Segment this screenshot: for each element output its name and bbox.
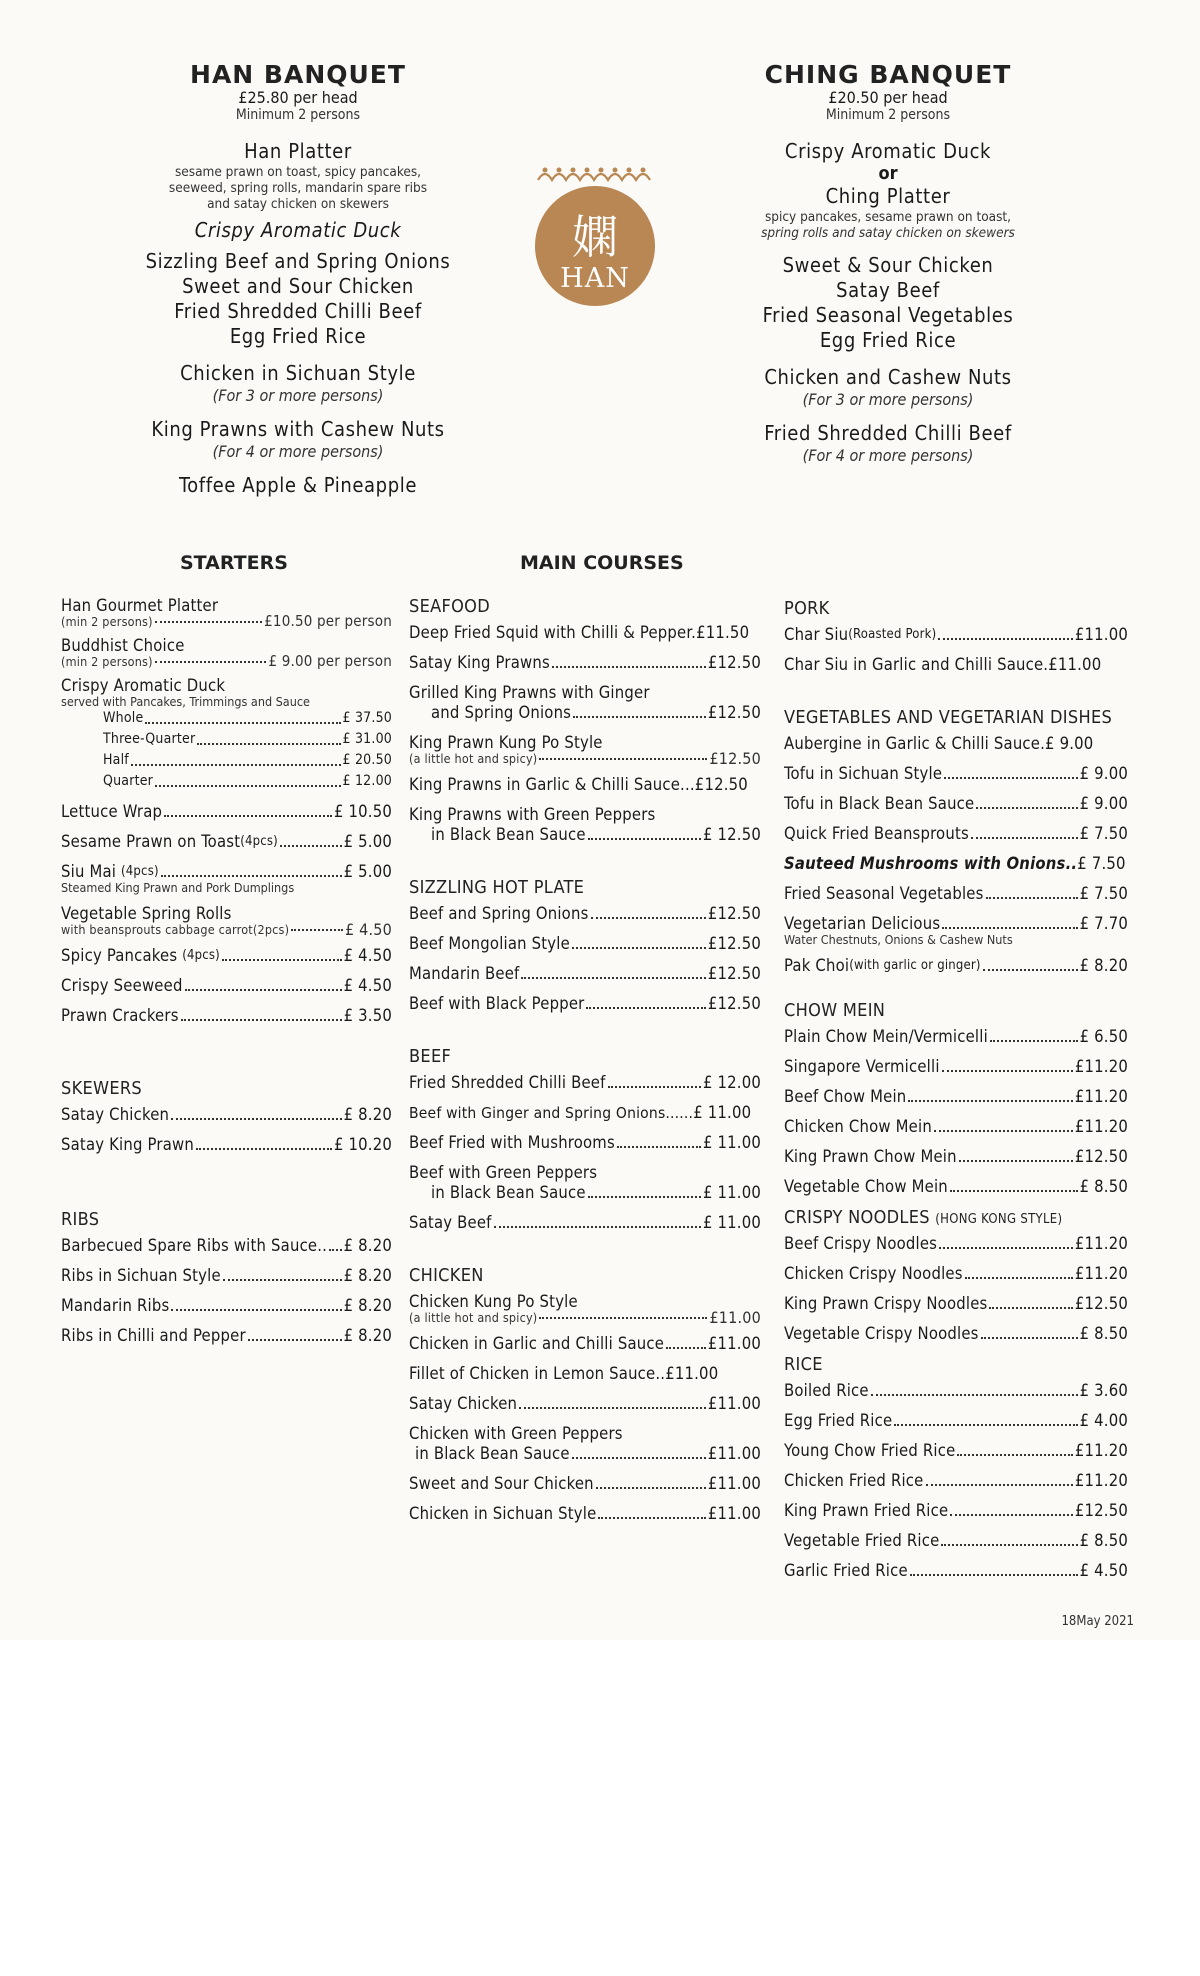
item-price: £ 3.60	[1079, 1381, 1128, 1400]
item-name: Sauteed Mushrooms with Onions..	[784, 854, 1078, 873]
item-name: Chicken Kung Po Style	[409, 1292, 578, 1311]
han-main-1: Sizzling Beef and Spring Onions	[145, 249, 451, 273]
item-name: King Prawn Chow Mein	[784, 1147, 957, 1166]
list-item	[784, 1057, 1128, 1077]
han-extra-2: King Prawns with Cashew Nuts	[151, 417, 445, 441]
chicken-title: CHICKEN	[409, 1265, 484, 1286]
item-price: £ 8.20	[343, 1236, 392, 1255]
list-item	[784, 824, 1128, 844]
item-name: Tofu in Sichuan Style	[784, 764, 943, 783]
item-price: £ 8.50	[1079, 1177, 1128, 1196]
list-item	[409, 733, 761, 768]
item-name: Mandarin Ribs	[61, 1296, 170, 1315]
item-name-cont: in Black Bean Sauce	[415, 1444, 570, 1463]
list-item	[61, 946, 392, 966]
item-name: Ribs in Sichuan Style	[61, 1266, 221, 1285]
item-price: £11.00	[707, 1474, 761, 1493]
logo-text: HAN	[560, 263, 630, 294]
list-item	[784, 1531, 1128, 1551]
han-banquet-price: £25.80 per head	[238, 88, 358, 107]
item-price: £ 37.50	[342, 710, 392, 726]
item-name: Satay Chicken	[61, 1105, 170, 1124]
ching-duck: Crispy Aromatic Duck	[784, 139, 992, 163]
ching-main-2: Satay Beef	[836, 278, 940, 302]
item-price: £11.50	[696, 623, 750, 642]
list-item	[784, 884, 1128, 904]
item-name: Chicken Crispy Noodles	[784, 1264, 963, 1283]
item-price: £ 11.00	[702, 1213, 761, 1232]
sizzling-title: SIZZLING HOT PLATE	[409, 877, 585, 898]
item-sub: (min 2 persons)	[61, 654, 153, 669]
main-courses-column	[409, 596, 761, 1534]
item-name: Singapore Vermicelli	[784, 1057, 940, 1076]
list-item	[784, 956, 1128, 976]
item-name: Char Siu	[784, 625, 849, 644]
list-item	[409, 1474, 761, 1494]
han-platter-desc-2: seeweed, spring rolls, mandarin spare ribs	[168, 180, 428, 196]
item-price: £ 4.50	[345, 920, 392, 939]
item-price: £ 11.00	[702, 1133, 761, 1152]
list-item	[61, 1296, 392, 1316]
main-courses-heading: MAIN COURSES	[520, 552, 684, 574]
list-item	[784, 655, 1128, 675]
item-price: £ 7.50	[1079, 824, 1128, 843]
item-name: Satay Beef	[409, 1213, 492, 1232]
item-name: Beef Mongolian Style	[409, 934, 570, 953]
list-item	[61, 1236, 392, 1256]
item-name: Three-Quarter	[103, 731, 196, 747]
item-price: £11.20	[1074, 1234, 1128, 1253]
item-price: £ 20.50	[342, 752, 392, 768]
item-price: £ 9.00 per person	[268, 652, 392, 670]
item-price: £11.00	[707, 1394, 761, 1413]
item-price: £11.00	[1048, 655, 1102, 674]
item-price: £12.50	[707, 904, 761, 923]
list-item	[61, 862, 392, 894]
item-name: Char Siu in Garlic and Chilli Sauce.	[784, 655, 1049, 674]
list-item	[61, 976, 392, 996]
item-name: Young Chow Fried Rice	[784, 1441, 956, 1460]
item-price: £11.00	[709, 1308, 761, 1327]
item-price: £11.20	[1074, 1057, 1128, 1076]
list-item	[784, 625, 1128, 645]
item-price: £11.00	[707, 1504, 761, 1523]
item-price: £ 7.50	[1079, 884, 1128, 903]
list-item	[61, 676, 392, 792]
list-item	[61, 904, 392, 939]
list-item	[409, 1213, 761, 1233]
item-price: £ 4.50	[343, 976, 392, 995]
list-item	[784, 1294, 1128, 1314]
item-price: £ 11.00	[693, 1103, 752, 1122]
item-name: Beef Chow Mein	[784, 1087, 907, 1106]
list-item	[61, 596, 392, 628]
chow-mein-title: CHOW MEIN	[784, 1000, 886, 1021]
item-name: Chicken with Green Peppers	[409, 1424, 623, 1443]
item-price: £11.00	[707, 1334, 761, 1353]
ching-extra-1-note: (For 3 or more persons)	[802, 390, 974, 409]
item-price: £ 12.00	[702, 1073, 761, 1092]
item-name: King Prawns in Garlic & Chilli Sauce...	[409, 775, 695, 794]
item-price: £12.50	[709, 749, 761, 768]
item-name: Spicy Pancakes	[61, 946, 178, 965]
list-item	[409, 934, 761, 954]
item-name: Aubergine in Garlic & Chilli Sauce.	[784, 734, 1046, 753]
item-price: £11.20	[1074, 1117, 1128, 1136]
item-name: Garlic Fried Rice	[784, 1561, 908, 1580]
item-price: £11.00	[665, 1364, 719, 1383]
list-item	[784, 1501, 1128, 1521]
item-sub: (min 2 persons)	[61, 614, 153, 629]
item-name: Siu Mai	[61, 862, 117, 881]
ching-platter-desc-1: spicy pancakes, sesame prawn on toast,	[764, 209, 1012, 225]
ching-extra-2-note: (For 4 or more persons)	[802, 446, 974, 465]
item-price: £12.50	[694, 775, 748, 794]
item-name: Vegetable Crispy Noodles	[784, 1324, 979, 1343]
item-price: £ 4.50	[1079, 1561, 1128, 1580]
item-name: Fried Shredded Chilli Beef	[409, 1073, 606, 1092]
item-price: £ 4.50	[343, 946, 392, 965]
item-name: Beef with Ginger and Spring Onions......	[409, 1104, 694, 1122]
item-name: King Prawn Fried Rice	[784, 1501, 949, 1520]
han-logo	[530, 160, 660, 310]
item-name: Vegetable Chow Mein	[784, 1177, 948, 1196]
starters-heading: STARTERS	[180, 552, 288, 574]
item-price: £ 4.00	[1079, 1411, 1128, 1430]
item-name: Fried Seasonal Vegetables	[784, 884, 984, 903]
list-item	[61, 636, 392, 668]
han-extra-2-note: (For 4 or more persons)	[212, 442, 384, 461]
item-price: £ 6.50	[1079, 1027, 1128, 1046]
list-item	[784, 1471, 1128, 1491]
vegetables-title: VEGETABLES AND VEGETARIAN DISHES	[784, 707, 1113, 728]
ching-or: or	[878, 163, 898, 184]
list-item	[409, 904, 761, 924]
logo-chinese-char: 嫻	[572, 210, 618, 264]
list-item	[409, 964, 761, 984]
item-price: £ 7.50	[1077, 854, 1126, 873]
list-item	[409, 1163, 761, 1203]
item-price: £ 31.00	[342, 731, 392, 747]
han-main-4: Egg Fried Rice	[229, 324, 367, 348]
list-item	[784, 854, 1128, 874]
item-price: £11.00	[707, 1444, 761, 1463]
ching-banquet-minimum: Minimum 2 persons	[825, 107, 951, 123]
list-item	[61, 1135, 392, 1155]
third-column	[784, 598, 1128, 1591]
item-name: Chicken Chow Mein	[784, 1117, 932, 1136]
han-main-2: Sweet and Sour Chicken	[182, 274, 414, 298]
item-price: £12.50	[707, 964, 761, 983]
skewers-title: SKEWERS	[61, 1078, 143, 1099]
item-name: Vegetarian Delicious	[784, 914, 941, 933]
item-price: £ 8.20	[343, 1105, 392, 1124]
item-name: Fillet of Chicken in Lemon Sauce..	[409, 1364, 666, 1383]
item-name: King Prawn Crispy Noodles	[784, 1294, 988, 1313]
list-item	[784, 1441, 1128, 1461]
item-price: £12.50	[1074, 1294, 1128, 1313]
rice-title: RICE	[784, 1354, 823, 1375]
list-item	[784, 1561, 1128, 1581]
list-item	[409, 623, 761, 643]
list-item	[784, 764, 1128, 784]
ching-main-4: Egg Fried Rice	[819, 328, 957, 352]
list-item	[409, 1133, 761, 1153]
item-name: Beef with Green Peppers	[409, 1163, 598, 1182]
ching-main-1: Sweet & Sour Chicken	[782, 253, 994, 277]
item-name: Prawn Crackers	[61, 1006, 179, 1025]
beef-title: BEEF	[409, 1046, 452, 1067]
list-item	[784, 1177, 1128, 1197]
item-sub: (a little hot and spicy)	[409, 1310, 538, 1325]
ching-extra-1: Chicken and Cashew Nuts	[764, 365, 1012, 389]
item-name: King Prawns with Green Peppers	[409, 805, 656, 824]
item-name: Chicken in Sichuan Style	[409, 1504, 597, 1523]
crispy-noodles-title: CRISPY NOODLES	[784, 1207, 930, 1228]
item-name: Half	[103, 752, 129, 768]
item-price: £ 10.50	[333, 802, 392, 821]
ching-banquet-price: £20.50 per head	[828, 88, 948, 107]
list-item	[409, 683, 761, 723]
item-sub: Steamed King Prawn and Pork Dumplings	[61, 880, 295, 895]
item-name-cont: in Black Bean Sauce	[431, 1183, 586, 1202]
list-item	[409, 1103, 761, 1123]
list-item	[409, 1073, 761, 1093]
ching-platter: Ching Platter	[825, 184, 951, 208]
crispy-noodles-subtitle: (HONG KONG STYLE)	[935, 1212, 1063, 1227]
item-name: Beef Fried with Mushrooms	[409, 1133, 615, 1152]
list-item	[409, 1364, 761, 1384]
item-price: £11.20	[1074, 1441, 1128, 1460]
item-name: Crispy Seeweed	[61, 976, 183, 995]
item-price: £ 8.50	[1079, 1531, 1128, 1550]
han-banquet-minimum: Minimum 2 persons	[235, 107, 361, 123]
item-name: Whole	[103, 710, 144, 726]
list-item	[409, 775, 761, 795]
han-platter: Han Platter	[244, 139, 352, 163]
list-item	[61, 1326, 392, 1346]
list-item	[409, 653, 761, 673]
item-price: £11.20	[1074, 1087, 1128, 1106]
menu-date: 18May 2021	[1061, 1614, 1134, 1629]
item-price: £ 12.50	[702, 825, 761, 844]
item-size: (4pcs)	[240, 834, 278, 849]
list-item	[784, 1117, 1128, 1137]
pork-title: PORK	[784, 598, 830, 619]
item-price: £11.20	[1074, 1471, 1128, 1490]
item-sub: with beansprouts cabbage carrot(2pcs)	[61, 922, 290, 937]
item-price: £11.20	[1074, 1264, 1128, 1283]
item-name: Tofu in Black Bean Sauce	[784, 794, 975, 813]
han-main-3: Fried Shredded Chilli Beef	[174, 299, 422, 323]
ching-main-3: Fried Seasonal Vegetables	[762, 303, 1014, 327]
han-banquet-title: HAN BANQUET	[190, 60, 406, 89]
item-price: £ 8.50	[1079, 1324, 1128, 1343]
item-name: Barbecued Spare Ribs with Sauce..	[61, 1236, 328, 1255]
list-item	[784, 1234, 1128, 1254]
list-item	[784, 734, 1128, 754]
ching-extra-2: Fried Shredded Chilli Beef	[764, 421, 1012, 445]
item-sub: Water Chestnuts, Onions & Cashew Nuts	[784, 932, 1013, 947]
item-name: Satay King Prawn	[61, 1135, 194, 1154]
ching-banquet-title: CHING BANQUET	[764, 60, 1012, 89]
starters-column	[61, 596, 392, 1356]
item-price: £ 8.20	[343, 1266, 392, 1285]
item-name: Egg Fried Rice	[784, 1411, 893, 1430]
item-name: Buddhist Choice	[61, 636, 185, 655]
item-name: Lettuce Wrap	[61, 802, 163, 821]
item-price: £ 7.70	[1079, 914, 1128, 933]
item-price: £10.50 per person	[264, 612, 392, 630]
list-item	[409, 1334, 761, 1354]
item-size: (4pcs)	[182, 948, 220, 963]
item-name: Chicken in Garlic and Chilli Sauce	[409, 1334, 665, 1353]
item-price: £12.50	[1074, 1147, 1128, 1166]
item-name: Beef and Spring Onions	[409, 904, 589, 923]
item-name: Deep Fried Squid with Chilli & Pepper.	[409, 623, 697, 642]
item-price: £ 12.00	[342, 773, 392, 789]
item-name: Quarter	[103, 773, 154, 789]
han-banquet	[88, 60, 508, 498]
item-name: Plain Chow Mein/Vermicelli	[784, 1027, 988, 1046]
item-price: £12.50	[1074, 1501, 1128, 1520]
item-name: Vegetable Spring Rolls	[61, 904, 232, 923]
item-price: £ 8.20	[1079, 956, 1128, 975]
list-item	[61, 1105, 392, 1125]
item-price: £ 8.20	[343, 1326, 392, 1345]
list-item	[409, 994, 761, 1014]
item-size: (with garlic or ginger)	[849, 958, 981, 973]
item-name: Beef Crispy Noodles	[784, 1234, 938, 1253]
item-name: Sweet and Sour Chicken	[409, 1474, 594, 1493]
item-name: Satay King Prawns	[409, 653, 550, 672]
item-price: £ 3.50	[343, 1006, 392, 1025]
item-price: £12.50	[707, 934, 761, 953]
list-item	[784, 1381, 1128, 1401]
item-name: Han Gourmet Platter	[61, 596, 219, 615]
list-item	[409, 1424, 761, 1464]
item-price: £ 9.00	[1045, 734, 1094, 753]
item-name: Grilled King Prawns with Ginger	[409, 683, 650, 702]
item-sub: served with Pancakes, Trimmings and Sauce	[61, 694, 310, 709]
item-price: £12.50	[707, 994, 761, 1013]
item-price: £12.50	[707, 703, 761, 722]
list-item	[409, 1292, 761, 1327]
han-dessert: Toffee Apple & Pineapple	[178, 473, 418, 497]
item-name: Mandarin Beef	[409, 964, 520, 983]
list-item	[784, 1147, 1128, 1167]
ching-platter-desc-2: spring rolls and satay chicken on skewers	[761, 225, 1015, 241]
han-platter-desc-3: and satay chicken on skewers	[207, 196, 389, 212]
item-price: £ 10.20	[333, 1135, 392, 1154]
item-name: Crispy Aromatic Duck	[61, 676, 226, 695]
item-name: Beef with Black Pepper	[409, 994, 585, 1013]
list-item	[61, 1266, 392, 1286]
ching-banquet	[678, 60, 1098, 465]
item-price: £ 8.20	[343, 1296, 392, 1315]
item-name: Vegetable Fried Rice	[784, 1531, 940, 1550]
item-price: £11.00	[1074, 625, 1128, 644]
list-item	[409, 1394, 761, 1414]
item-price: £12.50	[707, 653, 761, 672]
item-price: £ 9.00	[1079, 794, 1128, 813]
item-name-cont: and Spring Onions	[431, 703, 572, 722]
han-duck: Crispy Aromatic Duck	[194, 218, 402, 242]
han-platter-desc-1: sesame prawn on toast, spicy pancakes,	[174, 164, 422, 180]
list-item	[784, 914, 1128, 946]
item-name: Pak Choi	[784, 956, 850, 975]
list-item	[784, 1324, 1128, 1344]
ribs-title: RIBS	[61, 1209, 100, 1230]
item-size: (4pcs)	[121, 864, 159, 879]
item-price: £ 11.00	[702, 1183, 761, 1202]
list-item	[784, 1411, 1128, 1431]
han-extra-1-note: (For 3 or more persons)	[212, 386, 384, 405]
item-name: Satay Chicken	[409, 1394, 518, 1413]
item-name: Quick Fried Beansprouts	[784, 824, 969, 843]
item-name: Sesame Prawn on Toast	[61, 832, 241, 851]
list-item	[409, 805, 761, 845]
item-name: Chicken Fried Rice	[784, 1471, 924, 1490]
han-extra-1: Chicken in Sichuan Style	[180, 361, 416, 385]
item-price: £ 5.00	[343, 862, 392, 881]
item-name: Boiled Rice	[784, 1381, 869, 1400]
list-item	[784, 1264, 1128, 1284]
item-name: King Prawn Kung Po Style	[409, 733, 603, 752]
list-item	[61, 802, 392, 822]
item-size: (Roasted Pork)	[848, 627, 937, 642]
list-item	[61, 1006, 392, 1026]
item-price: £ 5.00	[343, 832, 392, 851]
seafood-title: SEAFOOD	[409, 596, 490, 617]
list-item	[784, 794, 1128, 814]
item-name-cont: in Black Bean Sauce	[431, 825, 586, 844]
item-price: £ 9.00	[1079, 764, 1128, 783]
list-item	[784, 1027, 1128, 1047]
crispy-noodles-heading	[784, 1207, 1128, 1228]
list-item	[784, 1087, 1128, 1107]
item-name: Ribs in Chilli and Pepper	[61, 1326, 246, 1345]
list-item	[61, 832, 392, 852]
list-item	[409, 1504, 761, 1524]
item-sub: (a little hot and spicy)	[409, 751, 538, 766]
